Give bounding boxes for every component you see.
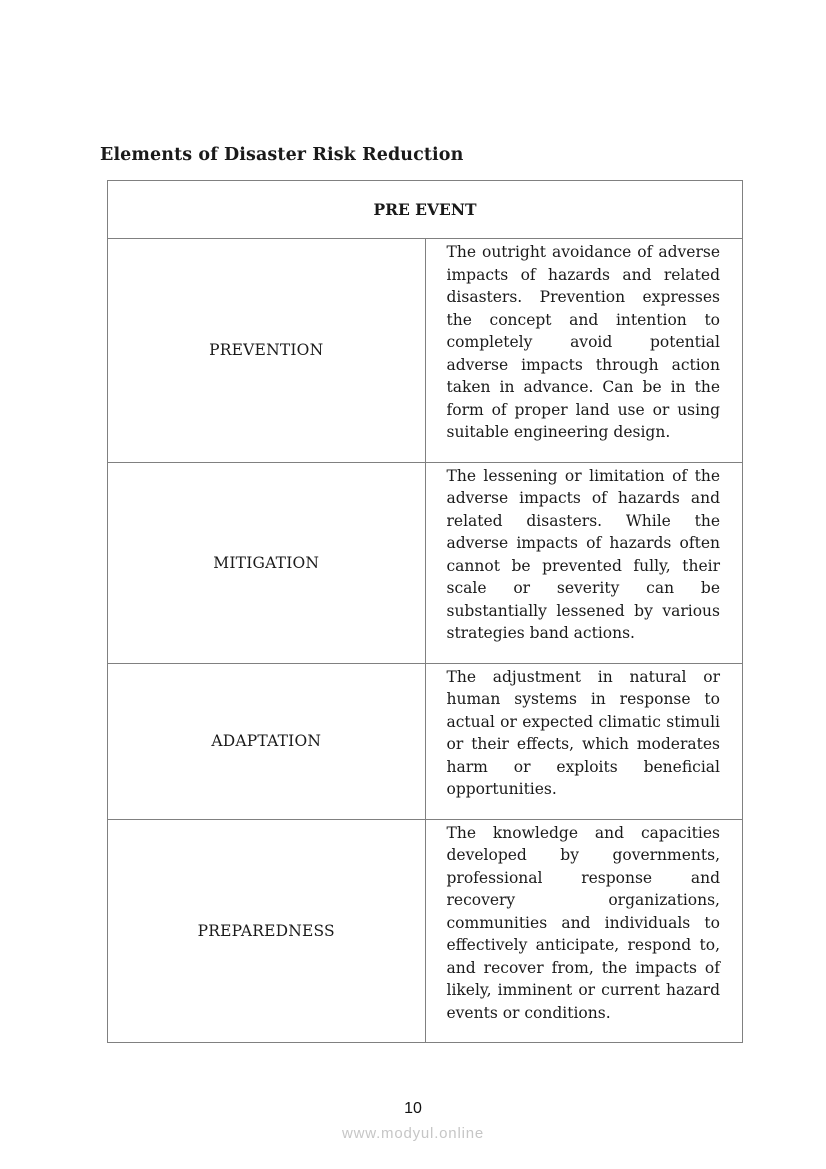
- term-prevention: PREVENTION: [108, 239, 426, 463]
- table-header-row: [108, 181, 743, 239]
- term-adaptation: ADAPTATION: [108, 663, 426, 819]
- table-row-prevention: [108, 239, 743, 463]
- term-mitigation: MITIGATION: [108, 462, 426, 663]
- page-number: 10: [404, 1100, 422, 1117]
- pre-event-header: PRE EVENT: [108, 181, 743, 239]
- table-row-preparedness: [108, 819, 743, 1043]
- definition-prevention: The outright avoidance of adverse impacts of hazards and related disasters. Prevention expresses the concept and intention to completely avoid potential adverse impacts through action taken in advance. Can be in the form of proper land use or using suitable engineering design.: [425, 239, 743, 463]
- watermark: www.modyul.online: [342, 1125, 484, 1142]
- drr-elements-table: [107, 180, 743, 1043]
- table-row-mitigation: [108, 462, 743, 663]
- definition-preparedness: The knowledge and capacities developed by governments, professional response and recovery organizations, communities and individuals to effectively anticipate, respond to, and recover from, the impacts of likely, imminent or current hazard events or conditions.: [425, 819, 743, 1043]
- table-row-adaptation: [108, 663, 743, 819]
- page-heading: Elements of Disaster Risk Reduction: [100, 145, 464, 165]
- definition-mitigation: The lessening or limitation of the adverse impacts of hazards and related disasters. While the adverse impacts of hazards often cannot be prevented fully, their scale or severity can be substantially lessened by various strategies band actions.: [425, 462, 743, 663]
- definition-adaptation: The adjustment in natural or human systems in response to actual or expected climatic stimuli or their effects, which moderates harm or exploits beneficial opportunities.: [425, 663, 743, 819]
- term-preparedness: PREPAREDNESS: [108, 819, 426, 1043]
